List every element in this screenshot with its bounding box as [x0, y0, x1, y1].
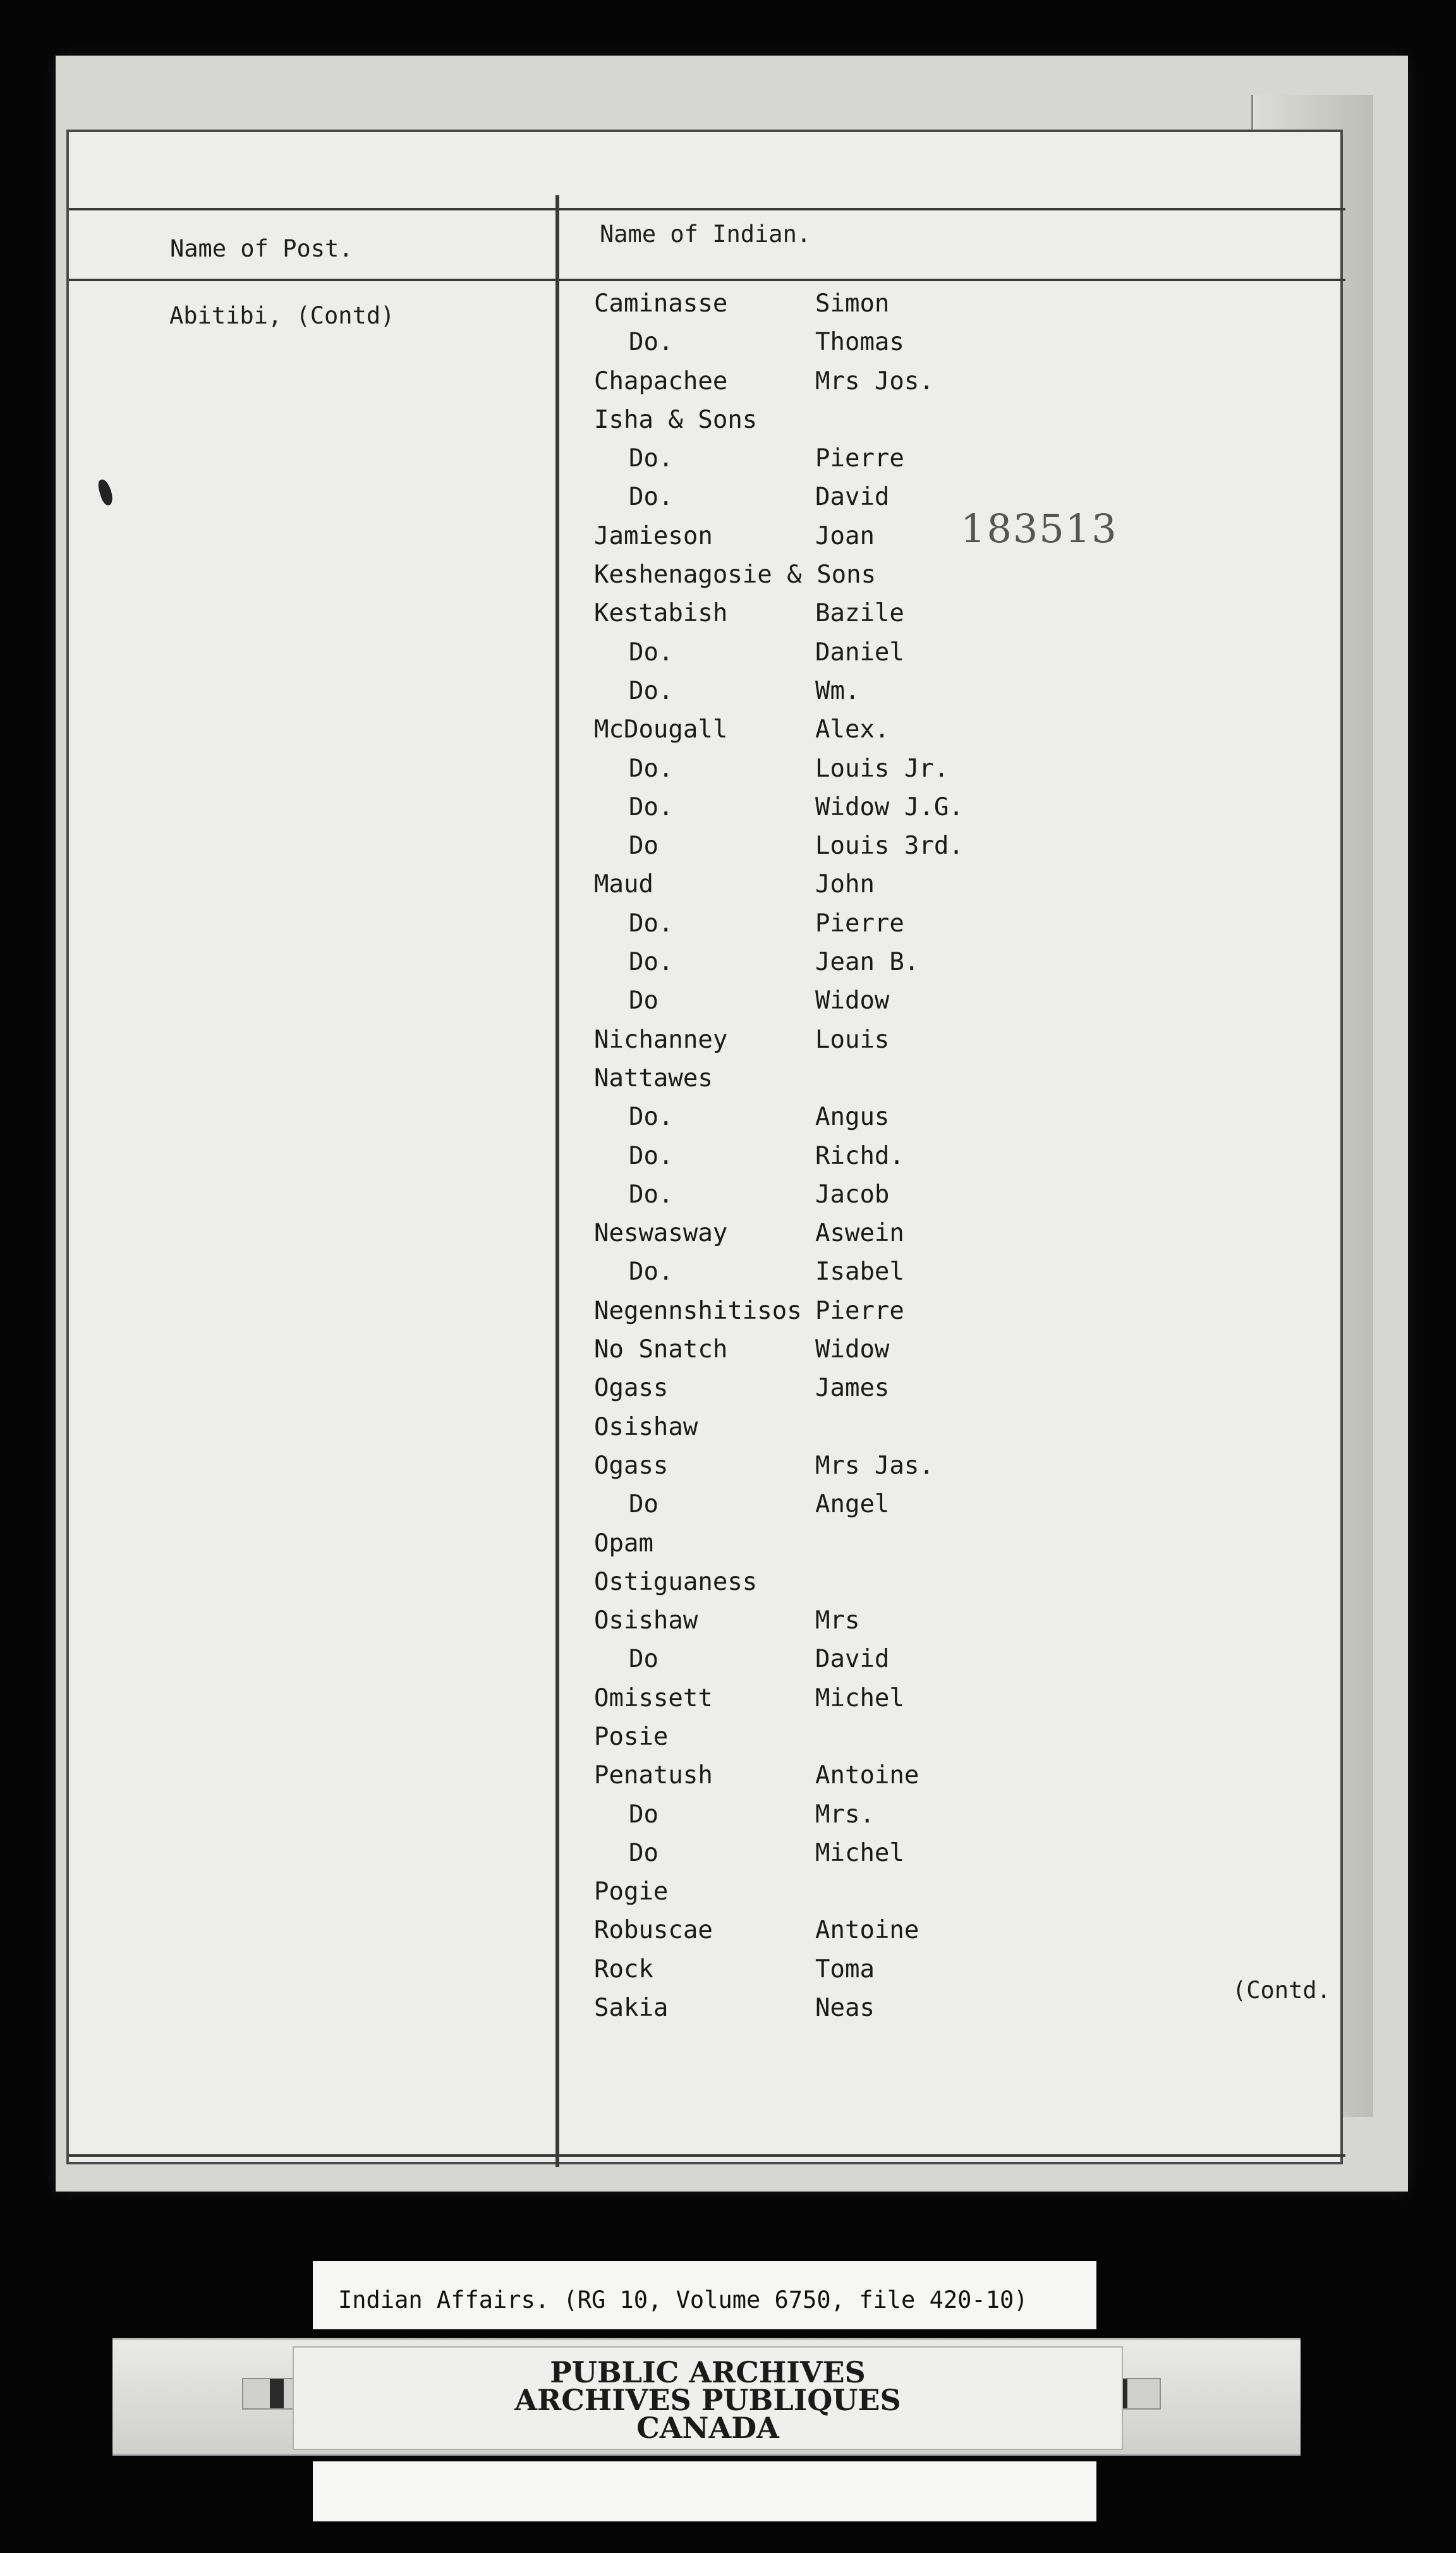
surname: Do. — [629, 1141, 674, 1170]
given-name: Louis 3rd. — [815, 832, 964, 861]
surname: Opam — [594, 1529, 653, 1558]
surname: Do — [629, 986, 658, 1016]
list-item — [594, 1761, 1036, 1800]
surname: Neswasway — [594, 1219, 728, 1248]
surname: Caminasse — [594, 289, 728, 318]
given-name: Pierre — [815, 1296, 904, 1325]
list-item — [594, 1297, 1036, 1335]
given-name: Toma — [815, 1955, 875, 1984]
given-name: Louis — [815, 1025, 890, 1054]
surname: Do. — [629, 638, 674, 667]
given-name: Widow — [815, 1335, 890, 1364]
post-name: Abitibi, (Contd) — [169, 302, 395, 329]
surname: Pogie — [594, 1877, 669, 1907]
list-item — [594, 328, 1036, 367]
archives-line-2: ARCHIVES PUBLIQUES — [514, 2383, 901, 2417]
header-top-rule — [69, 208, 1345, 210]
given-name: Louis Jr. — [815, 754, 949, 783]
surname: Chapachee — [594, 367, 728, 396]
list-item — [594, 1413, 1036, 1452]
surname: Omissett — [594, 1683, 713, 1713]
list-item — [594, 793, 1036, 832]
surname: Osishaw — [594, 1606, 698, 1635]
list-item — [594, 870, 1036, 909]
surname: Do. — [629, 948, 674, 977]
surname: No Snatch — [594, 1335, 728, 1364]
given-name: Alex. — [815, 715, 890, 744]
list-item — [594, 1490, 1036, 1529]
surname: Maud — [594, 870, 653, 899]
surname: Do — [629, 1645, 658, 1674]
given-name: James — [815, 1374, 890, 1403]
surname: Do. — [629, 792, 674, 822]
list-item — [594, 755, 1036, 793]
surname: Negennshitisos — [594, 1296, 802, 1325]
list-item — [594, 444, 1036, 483]
header-bottom-rule — [69, 279, 1345, 281]
surname: Do. — [629, 328, 674, 357]
list-item — [594, 1606, 1036, 1645]
surname: Do. — [629, 444, 674, 473]
archives-line-3: CANADA — [636, 2411, 779, 2445]
given-name: Neas — [815, 1994, 875, 2023]
list-item — [594, 677, 1036, 715]
list-item — [594, 599, 1036, 638]
list-item — [594, 1026, 1036, 1064]
given-name: Simon — [815, 289, 890, 318]
list-item — [594, 909, 1036, 948]
post-column-header: Name of Post. — [170, 235, 353, 262]
given-name: Mrs Jas. — [815, 1451, 934, 1480]
list-item — [594, 1684, 1036, 1723]
given-name: Mrs. — [815, 1800, 875, 1829]
given-name: Mrs Jos. — [815, 367, 934, 396]
column-divider — [555, 195, 559, 2167]
given-name: Michel — [815, 1838, 904, 1867]
surname: Do — [629, 1838, 658, 1867]
surname: Kestabish — [594, 599, 728, 628]
surname: Do. — [629, 909, 674, 938]
surname: Jamieson — [594, 521, 713, 550]
list-item — [594, 1142, 1036, 1180]
surname: Penatush — [594, 1761, 713, 1790]
surname: Robuscae — [594, 1916, 713, 1945]
list-item — [594, 1258, 1036, 1296]
given-name: Widow — [815, 986, 890, 1016]
surname: Do. — [629, 483, 674, 512]
archives-band — [112, 2338, 1301, 2456]
list-item — [594, 832, 1036, 870]
given-name: Isabel — [815, 1258, 904, 1287]
given-name: Joan — [815, 521, 875, 550]
archive-reference-text: Indian Affairs. (RG 10, Volume 6750, file 420-10) — [338, 2286, 1028, 2313]
given-name: Jean B. — [815, 948, 919, 977]
list-item — [594, 638, 1036, 677]
surname: Keshenagosie & Sons — [594, 561, 877, 590]
list-item — [594, 948, 1036, 986]
list-item — [594, 1529, 1036, 1568]
indian-column-header: Name of Indian. — [600, 221, 811, 248]
surname: Do. — [629, 1180, 674, 1209]
surname: Isha & Sons — [594, 405, 758, 434]
document-number: 183513 — [961, 506, 1118, 552]
given-name: Angus — [815, 1103, 890, 1132]
list-item — [594, 1568, 1036, 1606]
given-name: Pierre — [815, 909, 904, 938]
given-name: Antoine — [815, 1916, 919, 1945]
given-name: Mrs — [815, 1606, 860, 1635]
list-item — [594, 1103, 1036, 1141]
list-item — [594, 1723, 1036, 1761]
surname: Do. — [629, 676, 674, 705]
list-item — [594, 1645, 1036, 1683]
list-item — [594, 561, 1036, 599]
surname: Do. — [629, 1258, 674, 1287]
surname: Do — [629, 1800, 658, 1829]
archives-line-1: PUBLIC ARCHIVES — [550, 2355, 866, 2389]
footer-rule — [69, 2154, 1345, 2157]
list-item — [594, 289, 1036, 328]
list-item — [594, 1219, 1036, 1258]
surname: Do — [629, 832, 658, 861]
archives-stamp — [293, 2346, 1123, 2450]
list-item — [594, 1335, 1036, 1374]
list-item — [594, 1374, 1036, 1412]
surname: Rock — [594, 1955, 653, 1984]
list-item — [594, 406, 1036, 444]
list-item — [594, 1064, 1036, 1103]
surname: Osishaw — [594, 1412, 698, 1441]
given-name: Thomas — [815, 328, 904, 357]
given-name: Antoine — [815, 1761, 919, 1790]
given-name: Pierre — [815, 444, 904, 473]
list-item — [594, 367, 1036, 406]
given-name: David — [815, 1645, 890, 1674]
blank-label — [313, 2461, 1096, 2521]
surname: Posie — [594, 1722, 669, 1751]
surname: Ogass — [594, 1374, 669, 1403]
list-item — [594, 1994, 1036, 2032]
given-name: Angel — [815, 1490, 890, 1519]
given-name: John — [815, 870, 875, 899]
list-item — [594, 1916, 1036, 1955]
list-item — [594, 1955, 1036, 1994]
list-item — [594, 1839, 1036, 1877]
continued-note: (Contd. — [1232, 1977, 1331, 2004]
list-item — [594, 1452, 1036, 1490]
surname: McDougall — [594, 715, 728, 744]
given-name: Aswein — [815, 1219, 904, 1248]
given-name: Widow J.G. — [815, 792, 964, 822]
given-name: Bazile — [815, 599, 904, 628]
surname: Do. — [629, 754, 674, 783]
list-item — [594, 715, 1036, 754]
surname: Sakia — [594, 1994, 669, 2023]
archive-reference-label — [313, 2261, 1096, 2329]
surname: Ogass — [594, 1451, 669, 1480]
list-item — [594, 1877, 1036, 1916]
given-name: Wm. — [815, 676, 860, 705]
list-item — [594, 1800, 1036, 1839]
list-item — [594, 1180, 1036, 1219]
given-name: Daniel — [815, 638, 904, 667]
surname: Nattawes — [594, 1064, 713, 1093]
given-name: Richd. — [815, 1141, 904, 1170]
given-name: Michel — [815, 1683, 904, 1713]
surname: Nichanney — [594, 1025, 728, 1054]
surname: Ostiguaness — [594, 1567, 758, 1596]
given-name: David — [815, 483, 890, 512]
given-name: Jacob — [815, 1180, 890, 1209]
surname: Do. — [629, 1103, 674, 1132]
list-item — [594, 986, 1036, 1025]
surname: Do — [629, 1490, 658, 1519]
